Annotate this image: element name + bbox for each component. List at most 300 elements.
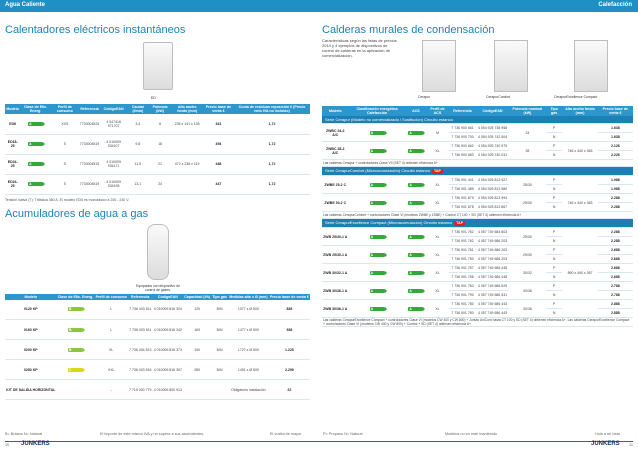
ean-cell: 4 054 925 813 994	[476, 194, 509, 203]
model-cell: ZWB 25/30-1 A	[322, 228, 348, 246]
dims-cell: 890 x 490 x 367	[562, 264, 597, 282]
heating-class-cell	[348, 300, 405, 318]
column-header: Precio base de venta €	[598, 106, 633, 116]
column-header: Clase de Efic. Energ.	[57, 294, 94, 299]
column-header: ACS	[406, 106, 426, 116]
model-cell: 0200 KP	[5, 340, 57, 360]
price-cell: 341	[203, 114, 234, 134]
column-header: Alto ancho fondo (mm)	[171, 104, 202, 114]
column-header: Tipo gas	[546, 106, 562, 116]
heating-class-cell	[348, 142, 405, 160]
price-cell: 2.688	[598, 273, 633, 282]
dims-cell: 746 x 440 x 363	[562, 142, 597, 160]
ean-cell: 4 010009 800 913	[153, 380, 184, 400]
energy-class-badge: A	[408, 183, 423, 187]
gas-type-cell: P	[546, 228, 562, 237]
dims-cell	[562, 124, 597, 142]
gas-type-cell: N	[546, 291, 562, 300]
table-row	[5, 360, 310, 380]
profile-cell: M	[426, 124, 449, 142]
reference-cell: 7 736 900 700	[449, 133, 476, 142]
ref-cell: 7 736 403 511	[128, 320, 153, 340]
profile-cell: XL	[426, 142, 449, 160]
price-cell: 1.225	[269, 340, 310, 360]
model-cell: ZWBC 24-2 A/C	[322, 124, 348, 142]
profile-cell: XL	[426, 194, 449, 212]
price-cell: 2.688	[598, 246, 633, 255]
dims-cell	[171, 174, 202, 194]
section-note: Las calderas CerapurComfort + controladores Clase VI (modelos ZWBE y ZSBE) + Control CT 100 + SD (SET 4) obtienen eficiencia A+	[322, 212, 633, 219]
power-cell: 18	[149, 134, 172, 154]
price-cell: 2.299	[269, 360, 310, 380]
reference-cell: 7 736 901 756	[449, 273, 476, 282]
column-header: Cuota de residuos reposición € (Precio neto IVA no incluido)	[234, 104, 310, 114]
column-header: Medidas alto x Ø (mm)	[229, 294, 268, 299]
acs-class-cell	[406, 176, 426, 194]
column-header: Modelo	[322, 106, 348, 116]
cap-cell	[183, 380, 211, 400]
gas-type-cell: N	[546, 237, 562, 246]
ean-cell: 4 054 925 740 031	[476, 151, 509, 160]
energy-class-badge: A	[28, 162, 43, 166]
reference-cell: 7 736 901 761	[449, 246, 476, 255]
acs-class-cell	[406, 228, 426, 246]
acs-class-cell	[406, 142, 426, 160]
heaters-note: Tensión nativa (T): Trifásica 380 A. El modelo ED6 es monofásico a 230 - 240 V.	[5, 197, 130, 202]
table-row	[5, 134, 310, 154]
table-row	[5, 300, 310, 320]
cerapurexcellence-image	[574, 40, 608, 92]
power-cell: 25/30	[509, 246, 546, 264]
gas-type-cell: N	[546, 273, 562, 282]
reference-cell: 7 736 901 757	[449, 264, 476, 273]
gas-cell	[211, 380, 228, 400]
model-cell: ZWBE 25-2 C	[322, 176, 348, 194]
ean-cell: 4 057 749 684 803	[476, 228, 509, 237]
gas-cell: B/N	[211, 300, 228, 320]
column-header: Perfil de ACS	[426, 106, 449, 116]
footer-right-note: P= Propano N= Natural	[323, 432, 363, 436]
gas-type-cell: N	[546, 255, 562, 264]
price-cell: 2.126	[598, 142, 633, 151]
note-row	[322, 318, 633, 327]
junkers-logo-left	[21, 441, 50, 447]
reference-cell: 7 736 901 783	[449, 282, 476, 291]
ean-cell: 4 057 749 686 448	[476, 273, 509, 282]
acs-class-cell	[406, 194, 426, 212]
heaters-title: Calentadores eléctricos instantáneos	[5, 24, 186, 36]
profile-cell: XL	[426, 176, 449, 194]
table-row	[5, 174, 310, 194]
footer-center-note: El importe de este mismo IVA y no supera a sus ascendentes.	[100, 432, 205, 436]
power-cell: 30/32	[509, 264, 546, 282]
energy-class-badge: A	[408, 271, 423, 275]
power-cell: 24	[509, 124, 546, 142]
fee-cell: 1,72	[234, 174, 310, 194]
table-row	[322, 300, 633, 309]
ean-cell: 4 057 749 686 203	[476, 237, 509, 246]
image-label-3: CerapurExcellence Compact	[554, 95, 598, 99]
heating-class-cell	[348, 264, 405, 282]
model-cell: ED18-25	[5, 134, 20, 154]
table-row	[322, 264, 633, 273]
heating-class-cell	[348, 194, 405, 212]
column-header: Caudal (l/min)	[127, 104, 149, 114]
cap-cell: 120	[183, 300, 211, 320]
energy-class-badge: A	[370, 307, 385, 311]
energy-class-badge: A	[408, 201, 423, 205]
column-header: Capacidad (l/h)	[184, 294, 210, 299]
flow-cell: 3,4	[127, 114, 149, 134]
page-footer	[5, 430, 633, 448]
class-cell	[57, 380, 95, 400]
heating-class-cell	[348, 124, 405, 142]
model-cell: ZWB 25/30-1 A	[322, 246, 348, 264]
reference-cell: 7 736 901 441	[449, 176, 476, 185]
ref-cell: 7733004519	[79, 154, 100, 174]
gas-type-cell: N	[546, 185, 562, 194]
gas-type-cell: P	[546, 300, 562, 309]
heating-class-cell	[348, 282, 405, 300]
heater-image-area	[5, 42, 310, 104]
table-row	[322, 228, 633, 237]
dims-cell: Obligatorio instalación	[228, 380, 269, 400]
column-header: Alto ancho fondo (mm)	[562, 106, 597, 116]
dims-cell: 235 x 141 x 135	[171, 114, 202, 134]
profile-cell: L	[94, 300, 127, 320]
boilers-intro: Características según las listas de precios 2014 y 4 ejemplos de dispositivos de control de calderas en la aplicación de comercialización.	[322, 38, 397, 58]
series-band	[322, 219, 633, 228]
price-cell: 2.888	[598, 300, 633, 309]
column-header: Referencia	[79, 104, 100, 114]
power-cell: 25/30	[509, 176, 546, 194]
energy-class-badge: A	[408, 253, 423, 257]
heating-class-cell	[348, 176, 405, 194]
energy-class-badge: A	[370, 235, 385, 239]
section-right-label: Calefacción	[598, 2, 632, 8]
energy-class-badge: A	[370, 183, 385, 187]
table-row	[322, 124, 633, 133]
table-row	[322, 246, 633, 255]
table-row	[5, 114, 310, 134]
model-cell: ED6	[5, 114, 20, 134]
column-header: Precio base de venta €	[203, 104, 234, 114]
heating-class-cell	[348, 246, 405, 264]
ref-cell: 7 736 403 511	[128, 300, 153, 320]
gas-type-cell: N	[546, 203, 562, 212]
fee-cell: 1,72	[234, 134, 310, 154]
ean-cell: 4 010009 934107	[100, 134, 127, 154]
gas-type-cell: N	[546, 309, 562, 318]
price-cell: 1.988	[598, 176, 633, 185]
ean-cell: 4 047416 971707	[100, 114, 127, 134]
column-header: Potencia (kW)	[149, 104, 172, 114]
ean-cell: 4 057 749 686 443	[476, 300, 509, 309]
heating-class-cell	[348, 228, 405, 246]
dims-cell	[562, 228, 597, 246]
image-label-1: Cerapur	[418, 95, 431, 99]
cap-cell: 280	[183, 360, 211, 380]
image-label-2: CerapurComfort	[486, 95, 511, 99]
cap-cell: 190	[183, 340, 211, 360]
reference-cell: 7 736 900 683	[449, 151, 476, 160]
price-cell: 2.688	[598, 264, 633, 273]
price-cell: 22	[269, 380, 310, 400]
footer-rule	[5, 441, 633, 442]
flow-cell: 13,1	[127, 174, 149, 194]
power-cell: 28	[509, 142, 546, 160]
footer-right-info: Hola a mi vista	[595, 432, 620, 436]
reference-cell: 7 736 901 790	[449, 291, 476, 300]
profile-cell: XXL	[94, 360, 127, 380]
power-cell: 21	[149, 154, 172, 174]
column-header: Referencia	[128, 294, 153, 300]
power-cell: 25/30	[509, 194, 546, 212]
ean-cell: 4 054 925 813 980	[476, 185, 509, 194]
dims-cell: 472 x 236 x 119	[171, 154, 202, 174]
dims-cell: 1727 x Ø 500	[228, 340, 269, 360]
model-cell: ZWBE 30-2 C	[322, 194, 348, 212]
ean-cell: 4 054 925 813 867	[476, 203, 509, 212]
power-cell: 30/36	[509, 282, 546, 300]
column-header: Clase de Efic. Energ.	[20, 104, 50, 114]
ean-cell: 4 010009 816 304	[153, 300, 184, 320]
model-cell: 0280 KP	[5, 360, 57, 380]
flow-cell: 11,5	[127, 154, 149, 174]
ean-cell: 4 010009 816 342	[153, 320, 184, 340]
price-cell: 2.788	[598, 291, 633, 300]
reference-cell: 7 736 901 679	[449, 194, 476, 203]
tanks-table	[5, 294, 310, 401]
profile-cell: XL	[426, 246, 449, 264]
acs-class-cell	[406, 264, 426, 282]
ref-cell: 7733004519	[79, 174, 100, 194]
gas-type-cell: P	[546, 246, 562, 255]
profile-cell: XL	[94, 340, 127, 360]
reference-cell: 7 736 901 762	[449, 228, 476, 237]
price-cell: 2.288	[598, 203, 633, 212]
price-cell: 2.788	[598, 282, 633, 291]
reference-cell: 7 736 901 780	[449, 300, 476, 309]
reference-cell: 7 736 901 678	[449, 203, 476, 212]
energy-class-badge: A	[370, 289, 385, 293]
column-header: Modelo	[5, 294, 57, 300]
class-cell	[20, 154, 50, 174]
fee-cell: 1,72	[234, 154, 310, 174]
price-cell: 2.888	[598, 309, 633, 318]
ref-cell: 7 719 000 779	[128, 380, 153, 400]
page-number-left: 10	[5, 443, 10, 447]
series-band	[322, 116, 633, 124]
table-row	[5, 340, 310, 360]
footer-left-note: B= Butano N= Natural	[5, 432, 43, 436]
price-cell: 2.226	[598, 151, 633, 160]
energy-class-badge: A	[28, 122, 43, 126]
gas-type-cell: N	[546, 151, 562, 160]
class-cell	[57, 340, 95, 360]
gas-cell: B/N	[211, 340, 228, 360]
column-header: Modelo	[5, 104, 20, 114]
profile-cell: XL	[426, 300, 449, 318]
right-column	[322, 12, 633, 442]
column-header: CódigoEAN	[476, 106, 509, 116]
table-row	[322, 282, 633, 291]
ref-cell: 7733004519	[79, 134, 100, 154]
dims-cell	[562, 282, 597, 300]
ref-cell: 7733004524	[79, 114, 100, 134]
model-cell: ED24-25	[5, 154, 20, 174]
series-band-row	[322, 219, 633, 228]
price-cell: 2.288	[598, 237, 633, 246]
column-header: Perfil de consumo	[95, 294, 127, 299]
column-header: CódigoEAN	[100, 104, 127, 114]
junkers-logo-right	[591, 441, 620, 447]
profile-cell: S	[51, 134, 79, 154]
price-cell: 938	[269, 320, 310, 340]
ean-cell: 4 057 749 686 443	[476, 309, 509, 318]
gas-cell: B/N	[211, 320, 228, 340]
electric-heater-image	[143, 42, 173, 90]
profile-cell: XL	[426, 282, 449, 300]
energy-class-badge: A	[408, 149, 423, 153]
column-header: Precio base de venta €	[270, 294, 309, 299]
profile-cell: XL	[426, 228, 449, 246]
ean-cell: 4 057 749 686 529	[476, 282, 509, 291]
profile-cell: XXS	[51, 114, 79, 134]
cap-cell: 160	[183, 320, 211, 340]
table-row	[5, 154, 310, 174]
profile-cell: XL	[426, 264, 449, 282]
gas-type-cell: P	[546, 194, 562, 203]
gas-type-cell: P	[546, 264, 562, 273]
cerapur-image	[422, 40, 456, 92]
class-cell	[57, 360, 95, 380]
reference-cell: 7 736 900 661	[449, 124, 476, 133]
section-left-label: Agua Caliente	[5, 2, 46, 8]
power-cell: 6	[149, 114, 172, 134]
column-header: Clasificación energética Calefacción	[348, 106, 405, 116]
price-cell: 838	[269, 300, 310, 320]
table-row	[322, 142, 633, 151]
gas-type-cell: P	[546, 176, 562, 185]
energy-class-badge: B	[68, 307, 83, 311]
price-cell: 1.638	[598, 124, 633, 133]
power-cell: 30/36	[509, 300, 546, 318]
model-cell: KIT DE SALIDA HORIZONTAL	[5, 380, 57, 400]
power-cell: 24	[149, 174, 172, 194]
price-cell: 1.988	[598, 185, 633, 194]
top-bar	[0, 0, 638, 12]
acs-class-cell	[406, 246, 426, 264]
ean-cell: 4 010009 816 397	[153, 360, 184, 380]
note-row	[322, 212, 633, 219]
price-cell: 448	[203, 154, 234, 174]
model-cell: ZWB 30/36-1 A	[322, 300, 348, 318]
power-cell: 25/30	[509, 228, 546, 246]
column-header: Potencia nominal (kW)	[509, 106, 546, 116]
model-cell: ZWB 30/32-1 A	[322, 264, 348, 282]
series-band-row	[322, 116, 633, 124]
model-cell: 0120 KP	[5, 300, 57, 320]
ean-cell: 4 010009 816 373	[153, 340, 184, 360]
class-cell	[20, 174, 50, 194]
table-row	[322, 194, 633, 203]
energy-class-badge: A	[370, 131, 385, 135]
gas-type-cell: P	[546, 282, 562, 291]
ean-cell: 4 054 925 740 979	[476, 142, 509, 151]
tap-logo: TAP	[456, 221, 464, 225]
section-note: Las calderas CerapurExcellence Compact + controladores Clase VI (modelos CW 400 y CW 800) + Juntas UniCom hasta CT 100 y SD (SET 4) obtienen eficiencia A+. Las calderas CerapurExcellence Compact + controladores Clase VI (modelos CW 400 y CW 800) + Control + SD (SET 4) obtienen eficiencia A+	[322, 318, 633, 327]
ean-cell: 4 054 925 813 927	[476, 176, 509, 185]
page-number-right: 11	[629, 443, 633, 447]
dims-cell: 1077 x Ø 500	[228, 300, 269, 320]
price-cell: 2.288	[598, 228, 633, 237]
profile-cell: S	[51, 154, 79, 174]
price-cell: 2.288	[598, 194, 633, 203]
gas-type-cell: P	[546, 124, 562, 133]
class-cell	[57, 320, 95, 340]
tanks-title: Acumuladores de agua a gas	[5, 207, 149, 220]
energy-class-badge: B	[68, 348, 83, 352]
ean-cell: 4 054 925 738 958	[476, 124, 509, 133]
boilers-title: Calderas murales de condensación	[322, 24, 495, 36]
dims-cell: 1477 x Ø 500	[228, 320, 269, 340]
ean-cell: 4 057 749 686 203	[476, 246, 509, 255]
ref-cell: 7 736 404 513	[128, 340, 153, 360]
flow-cell: 9,8	[127, 134, 149, 154]
fee-cell: 1,72	[234, 114, 310, 134]
acs-class-cell	[406, 124, 426, 142]
price-cell: 494	[203, 134, 234, 154]
boiler-image-area	[322, 38, 633, 106]
profile-cell: -	[94, 380, 127, 400]
price-cell: 447	[203, 174, 234, 194]
dims-cell: 1491 x Ø 590	[228, 360, 269, 380]
series-band-label: Serie CerapurExcellence Compact (Microacumulación) Circuito estanco	[325, 220, 453, 225]
reference-cell: 7 736 901 762	[449, 237, 476, 246]
cerapurcomfort-image	[494, 40, 528, 92]
footer-right-center: Modelos no en este mantenido	[445, 432, 497, 436]
reference-cell: 7 736 901 750	[449, 255, 476, 264]
ean-cell: 4 010009 934195	[100, 174, 127, 194]
model-cell: ZWBC 28-2 A/C	[322, 142, 348, 160]
class-cell	[20, 134, 50, 154]
reference-cell: 7 736 900 662	[449, 142, 476, 151]
reference-cell: 7 736 901 489	[449, 185, 476, 194]
energy-class-badge: A	[370, 271, 385, 275]
series-band	[322, 167, 633, 176]
section-note: Las calderas Cerapur + controladores Clase VII (SET 4) obtienen eficiencia A+	[322, 160, 633, 167]
energy-class-badge: A	[408, 307, 423, 311]
column-header: CódigoEAN	[153, 294, 184, 300]
acs-class-cell	[406, 300, 426, 318]
energy-class-badge: A	[408, 289, 423, 293]
model-cell: ZWB 30/36-1 A	[322, 282, 348, 300]
brand-name: JUNKERS	[591, 441, 620, 447]
model-cell: ED24-25	[5, 174, 20, 194]
column-header: Tipo gas	[212, 294, 227, 299]
brand-name: JUNKERS	[21, 441, 50, 447]
series-band-label: Serie CerapurComfort (Microacumulación) Circuito estanco	[325, 168, 430, 173]
series-band-label: Serie Cerapur (Modelo no comercializado / Sustitución) Circuito estanco	[325, 117, 453, 122]
energy-class-badge: C	[68, 368, 83, 372]
ref-cell: 7 736 403 516	[128, 360, 153, 380]
reference-cell: 7 736 901 780	[449, 309, 476, 318]
ean-cell: 4 054 925 742 504	[476, 133, 509, 142]
price-cell: 2.688	[598, 255, 633, 264]
left-column	[5, 12, 310, 442]
dims-cell	[562, 246, 597, 264]
